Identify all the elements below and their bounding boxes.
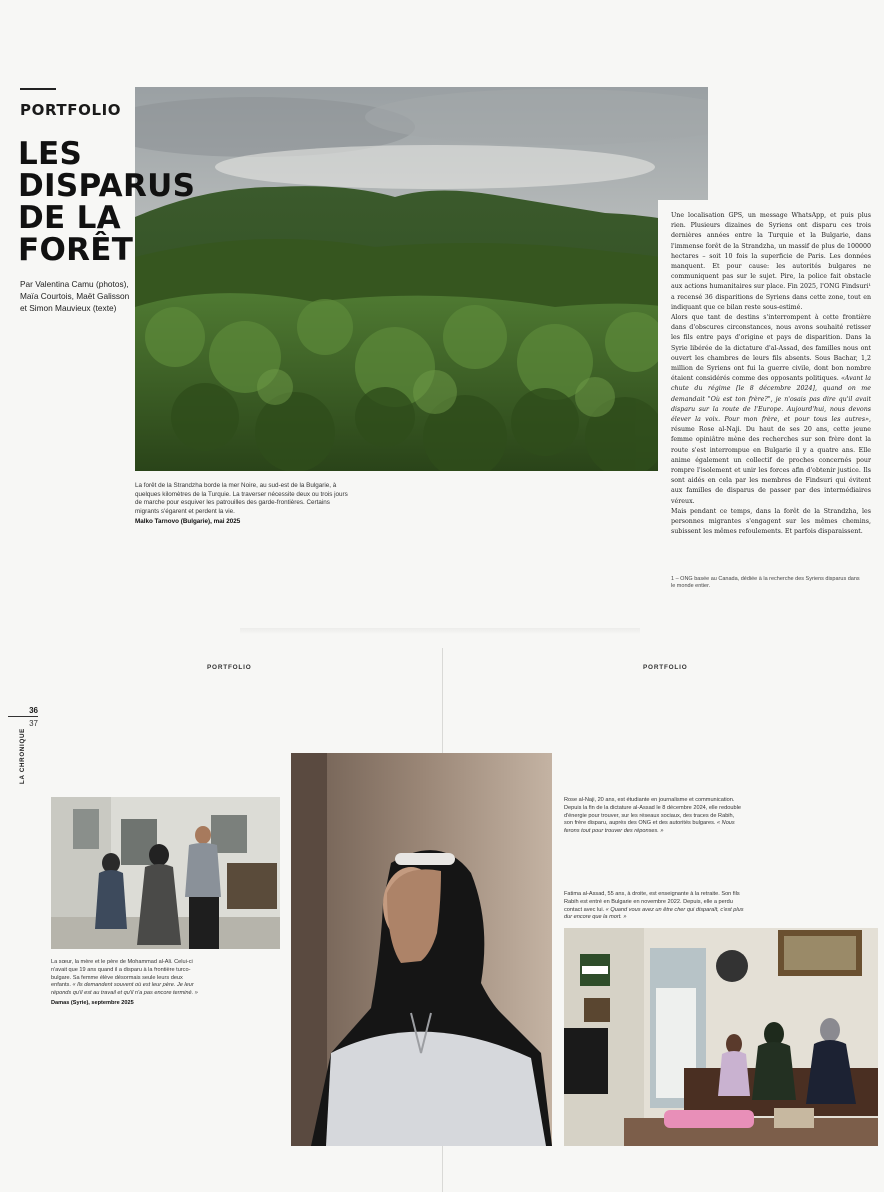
- headline: [18, 138, 198, 266]
- article-paragraph: [671, 313, 871, 507]
- article-paragraph: Une localisation GPS, un message WhatsApp, et puis plus rien. Plusieurs dizaines de Syriens ont disparu ces trois dernières années entre la Turquie et la Bulgarie, dans l'immense forêt de la Strandzha, un massif de plus de 100000 hectares – soit 10 fois la superficie de Paris. Les données manquent. Et pour cause: les autorités bulgares ne communiquent pas sur le sujet. Pire, la police fait obstacle aux actions humanitaires sur place. Fin 2025, l'ONG Findsuri¹ a recensé 36 disparitions de Syriens dans cette zone, tout en indiquant que ce bilan reste sous-estimé.: [671, 212, 871, 311]
- caption-body: Rose al-Naji, 20 ans, est étudiante en journalisme et communication. Depuis la fin de la dictature al-Assad le 8 décembre 2024, elle redouble d'énergie pour trouver, sur les réseaux sociaux, des traces de Rabih, son frère disparu, auprès des ONG et des autorités bulgares.: [564, 797, 741, 827]
- footnote: 1 – ONG basée au Canada, dédiée à la recherche des Syriens disparus dans le monde entier.: [671, 576, 860, 589]
- folio-left: PORTFOLIO: [207, 664, 252, 671]
- byline-line: Par Valentina Camu (photos),: [20, 279, 129, 289]
- folio-right: PORTFOLIO: [643, 664, 688, 671]
- headline-line: LES: [18, 136, 83, 172]
- forest-photo: [135, 87, 708, 471]
- page-number: 37: [29, 719, 38, 728]
- family-photo: [51, 797, 280, 949]
- headline-line: DISPARUS: [18, 168, 196, 204]
- byline-line: Maïa Courtois, Maët Galisson: [20, 291, 130, 301]
- article-quote: «Avant la chute du régime [le 8 décembre 2024], quand on me demandait "Où est ton frère?", je n'osais pas dire qu'il avait disparu sur la route de l'Europe. Aujourd'hui, nous devons élever la voix. Pour mon frère, et pour tous les autres»: [671, 375, 871, 424]
- photo-credit: Damas (Syrie), septembre 2025: [51, 999, 134, 1006]
- page-number: 36: [29, 706, 38, 715]
- article-text: , résume Rose al-Naji. Du haut de ses 20 ans, cette jeune femme opiniâtre mène des recherches sur son frère dont la route s'est interrompue en Bulgarie il y a quatre ans. Elle anime également un collectif de proches concernés pour rompre l'isolement et unir les forces afin d'obtenir justice. Ils sont aidés en cela par les membres de Findsuri qui évitent aux familles de disparus de passer par des intermédiaires véreux.: [671, 416, 871, 505]
- headline-line: DE LA: [18, 200, 121, 236]
- caption-body: La sœur, la mère et le père de Mohammad al-Ali. Celui-ci n'avait que 19 ans quand il a disparu à la frontière turco-bulgare. Sa femme élève désormais seule leurs deux enfants.: [51, 959, 193, 989]
- caption-quote: « Ils demandent souvent où est leur père. Je leur réponds qu'il est au travail et qu'il n'a pas encore terminé. »: [51, 982, 198, 997]
- byline-line: et Simon Mauvieux (texte): [20, 303, 117, 313]
- fatima-caption: [564, 891, 744, 922]
- caption-quote: « Quand vous avez un être cher qui disparaît, c'est plus dur encore que la mort. »: [564, 906, 744, 921]
- byline: [20, 278, 140, 314]
- section-kicker: PORTFOLIO: [20, 101, 122, 119]
- caption-text: La forêt de la Strandzha borde la mer Noire, au sud-est de la Bulgarie, à quelques kilomètres de la Turquie. La traverser nécessite deux ou trois jours de marche pour esquiver les patrouilles des garde-frontières. Certains migrants s'égarent et perdent la vie.: [135, 482, 348, 515]
- article-body: [671, 211, 871, 538]
- caption-text: [51, 959, 201, 998]
- photo-credit: Malko Tarnovo (Bulgarie), mai 2025: [135, 518, 241, 526]
- forest-caption: [135, 482, 350, 527]
- headline-line: FORÊT: [18, 232, 134, 268]
- page-fold: [240, 628, 640, 634]
- living-room-photo: [564, 928, 878, 1146]
- page-number-rule: [8, 716, 38, 717]
- rose-caption: [564, 797, 744, 836]
- portrait-photo: [291, 753, 552, 1146]
- family-caption: [51, 959, 201, 1008]
- caption-body: Fatima al-Assad, 55 ans, à droite, est enseignante à la retraite. Son fils Rabih est entré en Bulgarie en novembre 2022. Depuis, elle a perdu contact avec lui.: [564, 891, 740, 913]
- article-paragraph: Mais pendant ce temps, dans la forêt de la Strandzha, les personnes migrantes s'engagent sur les mêmes chemins, subissent les mêmes refoulements. Et parfois disparaissent.: [671, 507, 871, 536]
- kicker-rule: [20, 88, 56, 90]
- caption-quote: « Nous ferons tout pour trouver des réponses. »: [564, 820, 735, 835]
- article-text: Alors que tant de destins s'interrompent à cette frontière dans d'obscures circonstances, nous avons souhaité retisser les fils entre pays d'origine et pays de disparition. Dans la Syrie libérée de la dictature d'al-Assad, des familles nous ont ouvert les chambres de leurs fils absents. Sous Bachar, 1,2 million de Syriens ont fui la guerre civile, dont bon nombre étaient considérés comme des opposants politiques.: [671, 314, 871, 383]
- section-label: LA CHRONIQUE: [19, 728, 26, 784]
